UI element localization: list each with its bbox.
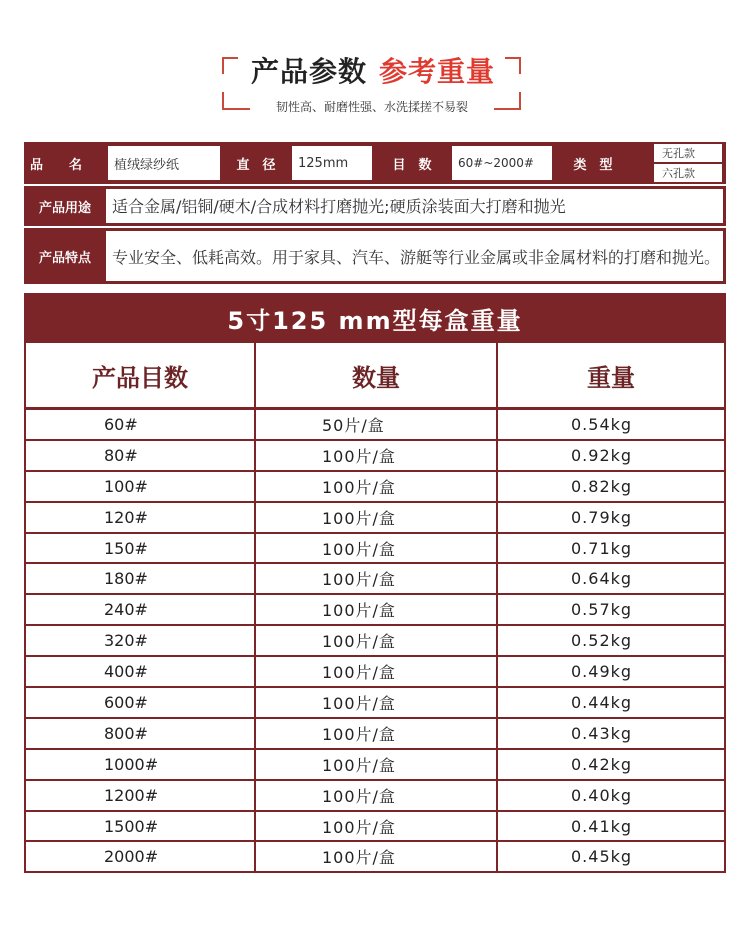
header-frame-corner (494, 92, 521, 110)
grit-cell: 150# (26, 534, 256, 563)
grit-value: 60#~2000# (452, 146, 552, 180)
spec-row-use (24, 186, 726, 228)
feature-value: 专业安全、低耗高效。用于家具、汽车、游艇等行业金属或非金属材料的打磨和抛光。 (106, 231, 723, 281)
column-header-grit: 产品目数 (26, 343, 256, 407)
grit-cell: 600# (26, 688, 256, 717)
table-row (26, 812, 724, 843)
quantity-cell: 100片/盒 (256, 750, 498, 779)
quantity-cell: 100片/盒 (256, 781, 498, 810)
weight-cell: 0.71kg (571, 538, 633, 558)
quantity-cell: 100片/盒 (256, 564, 498, 593)
quantity-cell: 100片/盒 (256, 595, 498, 624)
weight-cell: 0.41kg (571, 816, 633, 836)
quantity-cell: 100片/盒 (256, 657, 498, 686)
type-options (654, 144, 722, 182)
weight-cell: 0.43kg (571, 723, 633, 743)
spec-row-feature (24, 228, 726, 284)
weight-cell: 0.45kg (571, 847, 633, 867)
weight-cell: 0.92kg (571, 445, 633, 465)
header-frame-corner (505, 57, 521, 74)
table-row (26, 781, 724, 812)
feature-label: 产品特点 (24, 228, 106, 284)
table-row (26, 410, 724, 441)
table-body (26, 410, 724, 873)
weight-cell: 0.42kg (571, 754, 633, 774)
table-row (26, 842, 724, 873)
grit-cell: 60# (26, 410, 256, 439)
header-frame-corner (222, 92, 250, 110)
weight-cell: 0.44kg (571, 692, 633, 712)
quantity-cell: 50片/盒 (256, 410, 498, 439)
grit-cell: 240# (26, 595, 256, 624)
spec-row-basic (24, 142, 726, 186)
grit-cell: 320# (26, 626, 256, 655)
weight-cell: 0.82kg (571, 476, 633, 496)
column-header-weight: 重量 (587, 363, 635, 392)
quantity-cell: 100片/盒 (256, 812, 498, 841)
grit-cell: 180# (26, 564, 256, 593)
weight-cell: 0.54kg (571, 414, 633, 434)
table-row (26, 534, 724, 565)
name-label: 品 名 (24, 142, 108, 184)
grit-cell: 80# (26, 441, 256, 470)
grit-label: 目 数 (372, 142, 452, 184)
grit-cell: 400# (26, 657, 256, 686)
weight-cell: 0.40kg (571, 785, 633, 805)
weight-cell: 0.52kg (571, 631, 633, 651)
table-row (26, 595, 724, 626)
table-row (26, 441, 724, 472)
quantity-cell: 100片/盒 (256, 441, 498, 470)
table-row (26, 719, 724, 750)
quantity-cell: 100片/盒 (256, 503, 498, 532)
table-header-row (26, 343, 724, 410)
table-row (26, 688, 724, 719)
diameter-label: 直 径 (220, 142, 292, 184)
grit-cell: 1000# (26, 750, 256, 779)
grit-cell: 1200# (26, 781, 256, 810)
grit-cell: 1500# (26, 812, 256, 841)
grit-cell: 100# (26, 472, 256, 501)
weight-table (24, 343, 726, 873)
weight-table-title: 5寸125 mm型每盒重量 (24, 293, 726, 343)
quantity-cell: 100片/盒 (256, 626, 498, 655)
table-row (26, 750, 724, 781)
quantity-cell: 100片/盒 (256, 472, 498, 501)
title-part-1: 产品参数 (250, 55, 367, 88)
table-row (26, 472, 724, 503)
page-subtitle: 韧性高、耐磨性强、水洗揉搓不易裂 (275, 100, 468, 114)
grit-cell: 120# (26, 503, 256, 532)
quantity-cell: 100片/盒 (256, 719, 498, 748)
spec-table (24, 142, 726, 284)
use-label: 产品用途 (24, 186, 106, 226)
title-part-2: 参考重量 (379, 55, 496, 88)
page-title (240, 50, 506, 90)
grit-cell: 800# (26, 719, 256, 748)
quantity-cell: 100片/盒 (256, 688, 498, 717)
weight-cell: 0.79kg (571, 507, 633, 527)
weight-cell: 0.49kg (571, 662, 633, 682)
table-row (26, 657, 724, 688)
quantity-cell: 100片/盒 (256, 842, 498, 871)
header-frame-corner (222, 57, 238, 74)
quantity-cell: 100片/盒 (256, 534, 498, 563)
diameter-value: 125mm (292, 146, 372, 180)
type-option: 六孔款 (654, 164, 722, 182)
type-option: 无孔款 (654, 144, 722, 162)
table-row (26, 626, 724, 657)
column-header-quantity: 数量 (256, 343, 498, 407)
table-row (26, 503, 724, 534)
weight-cell: 0.57kg (571, 600, 633, 620)
type-label: 类 型 (552, 142, 634, 184)
grit-cell: 2000# (26, 842, 256, 871)
table-row (26, 564, 724, 595)
weight-cell: 0.64kg (571, 569, 633, 589)
name-value: 植绒绿纱纸 (108, 146, 220, 180)
use-value: 适合金属/铝铜/硬木/合成材料打磨抛光;硬质涂装面大打磨和抛光 (106, 189, 723, 223)
